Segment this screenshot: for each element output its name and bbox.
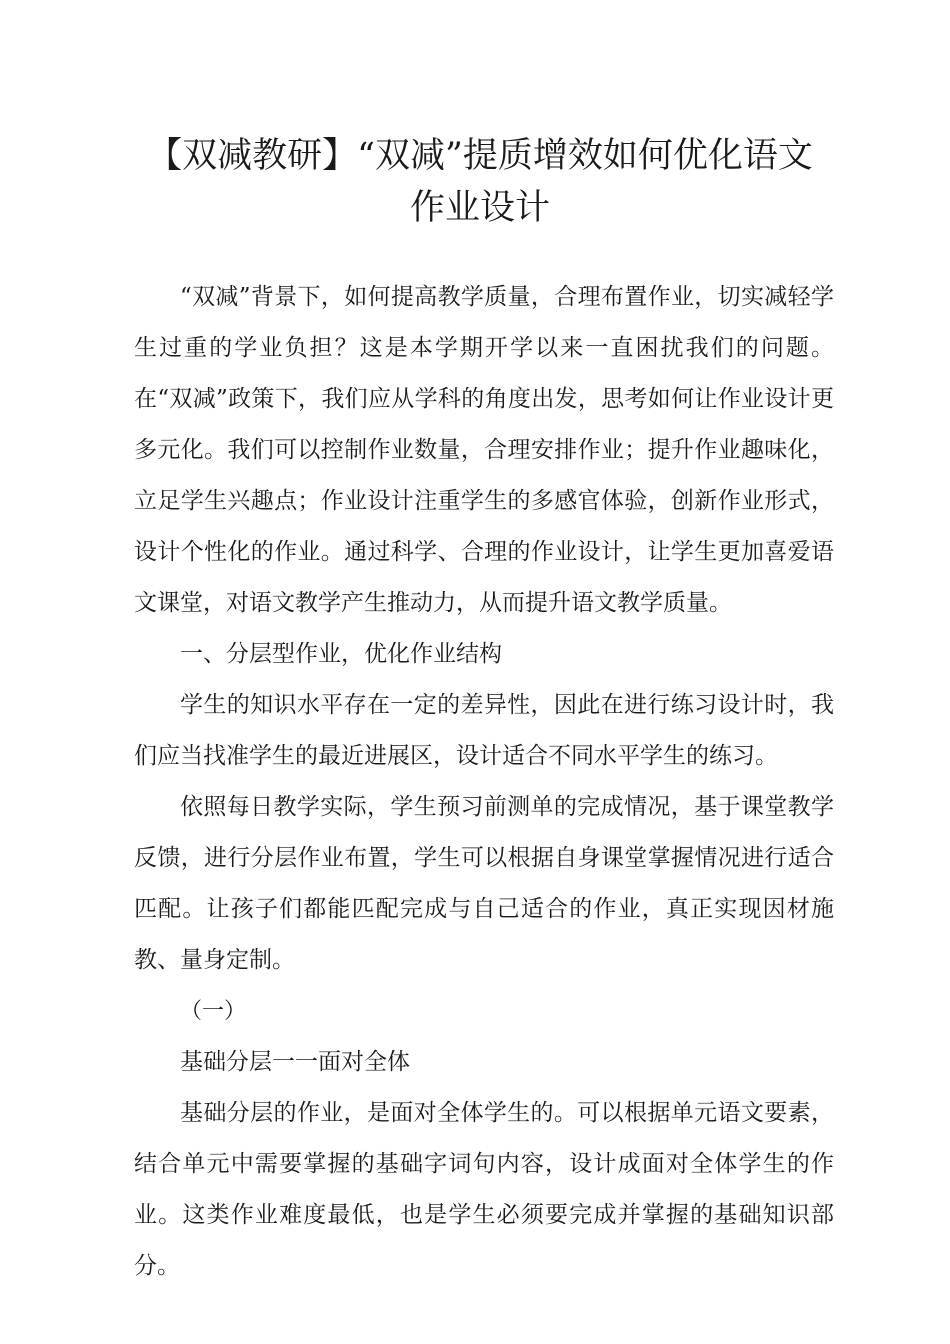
subsection-heading-basic-layer: 基础分层一一面对全体 bbox=[180, 1049, 410, 1075]
section-heading-layered-homework: 一、分层型作业，优化作业结构 bbox=[180, 641, 502, 667]
paragraph-daily-teaching: 依照每日教学实际，学生预习前测单的完成情况，基于课堂教学反馈，进行分层作业布置，学生可以根据自身课堂掌握情况进行适合匹配。让孩子们都能匹配完成与自己适合的作业，真正实现因材施教、量身定制。 bbox=[134, 794, 834, 973]
document-body bbox=[134, 272, 834, 1292]
paragraph-knowledge-differences: 学生的知识水平存在一定的差异性，因此在进行练习设计时，我们应当找准学生的最近进展区，设计适合不同水平学生的练习。 bbox=[134, 692, 834, 769]
paragraph-basic-layer: 基础分层的作业，是面对全体学生的。可以根据单元语文要素，结合单元中需要掌握的基础字词句内容，设计成面对全体学生的作业。这类作业难度最低，也是学生必须要完成并掌握的基础知识部分。 bbox=[134, 1100, 834, 1279]
document-title: 【双减教研】“双减”提质增效如何优化语文作业设计 bbox=[147, 136, 813, 228]
subsection-marker: （一） bbox=[180, 999, 247, 1024]
intro-paragraph: “双减”背景下，如何提高教学质量，合理布置作业，切实减轻学生过重的学业负担？这是本学期开学以来一直困扰我们的问题。在“双减”政策下，我们应从学科的角度出发，思考如何让作业设计更多元化。我们可以控制作业数量，合理安排作业；提升作业趣味化，立足学生兴趣点；作业设计注重学生的多感官体验，创新作业形式，设计个性化的作业。通过科学、合理的作业设计，让学生更加喜爱语文课堂，对语文教学产生推动力，从而提升语文教学质量。 bbox=[134, 284, 834, 616]
